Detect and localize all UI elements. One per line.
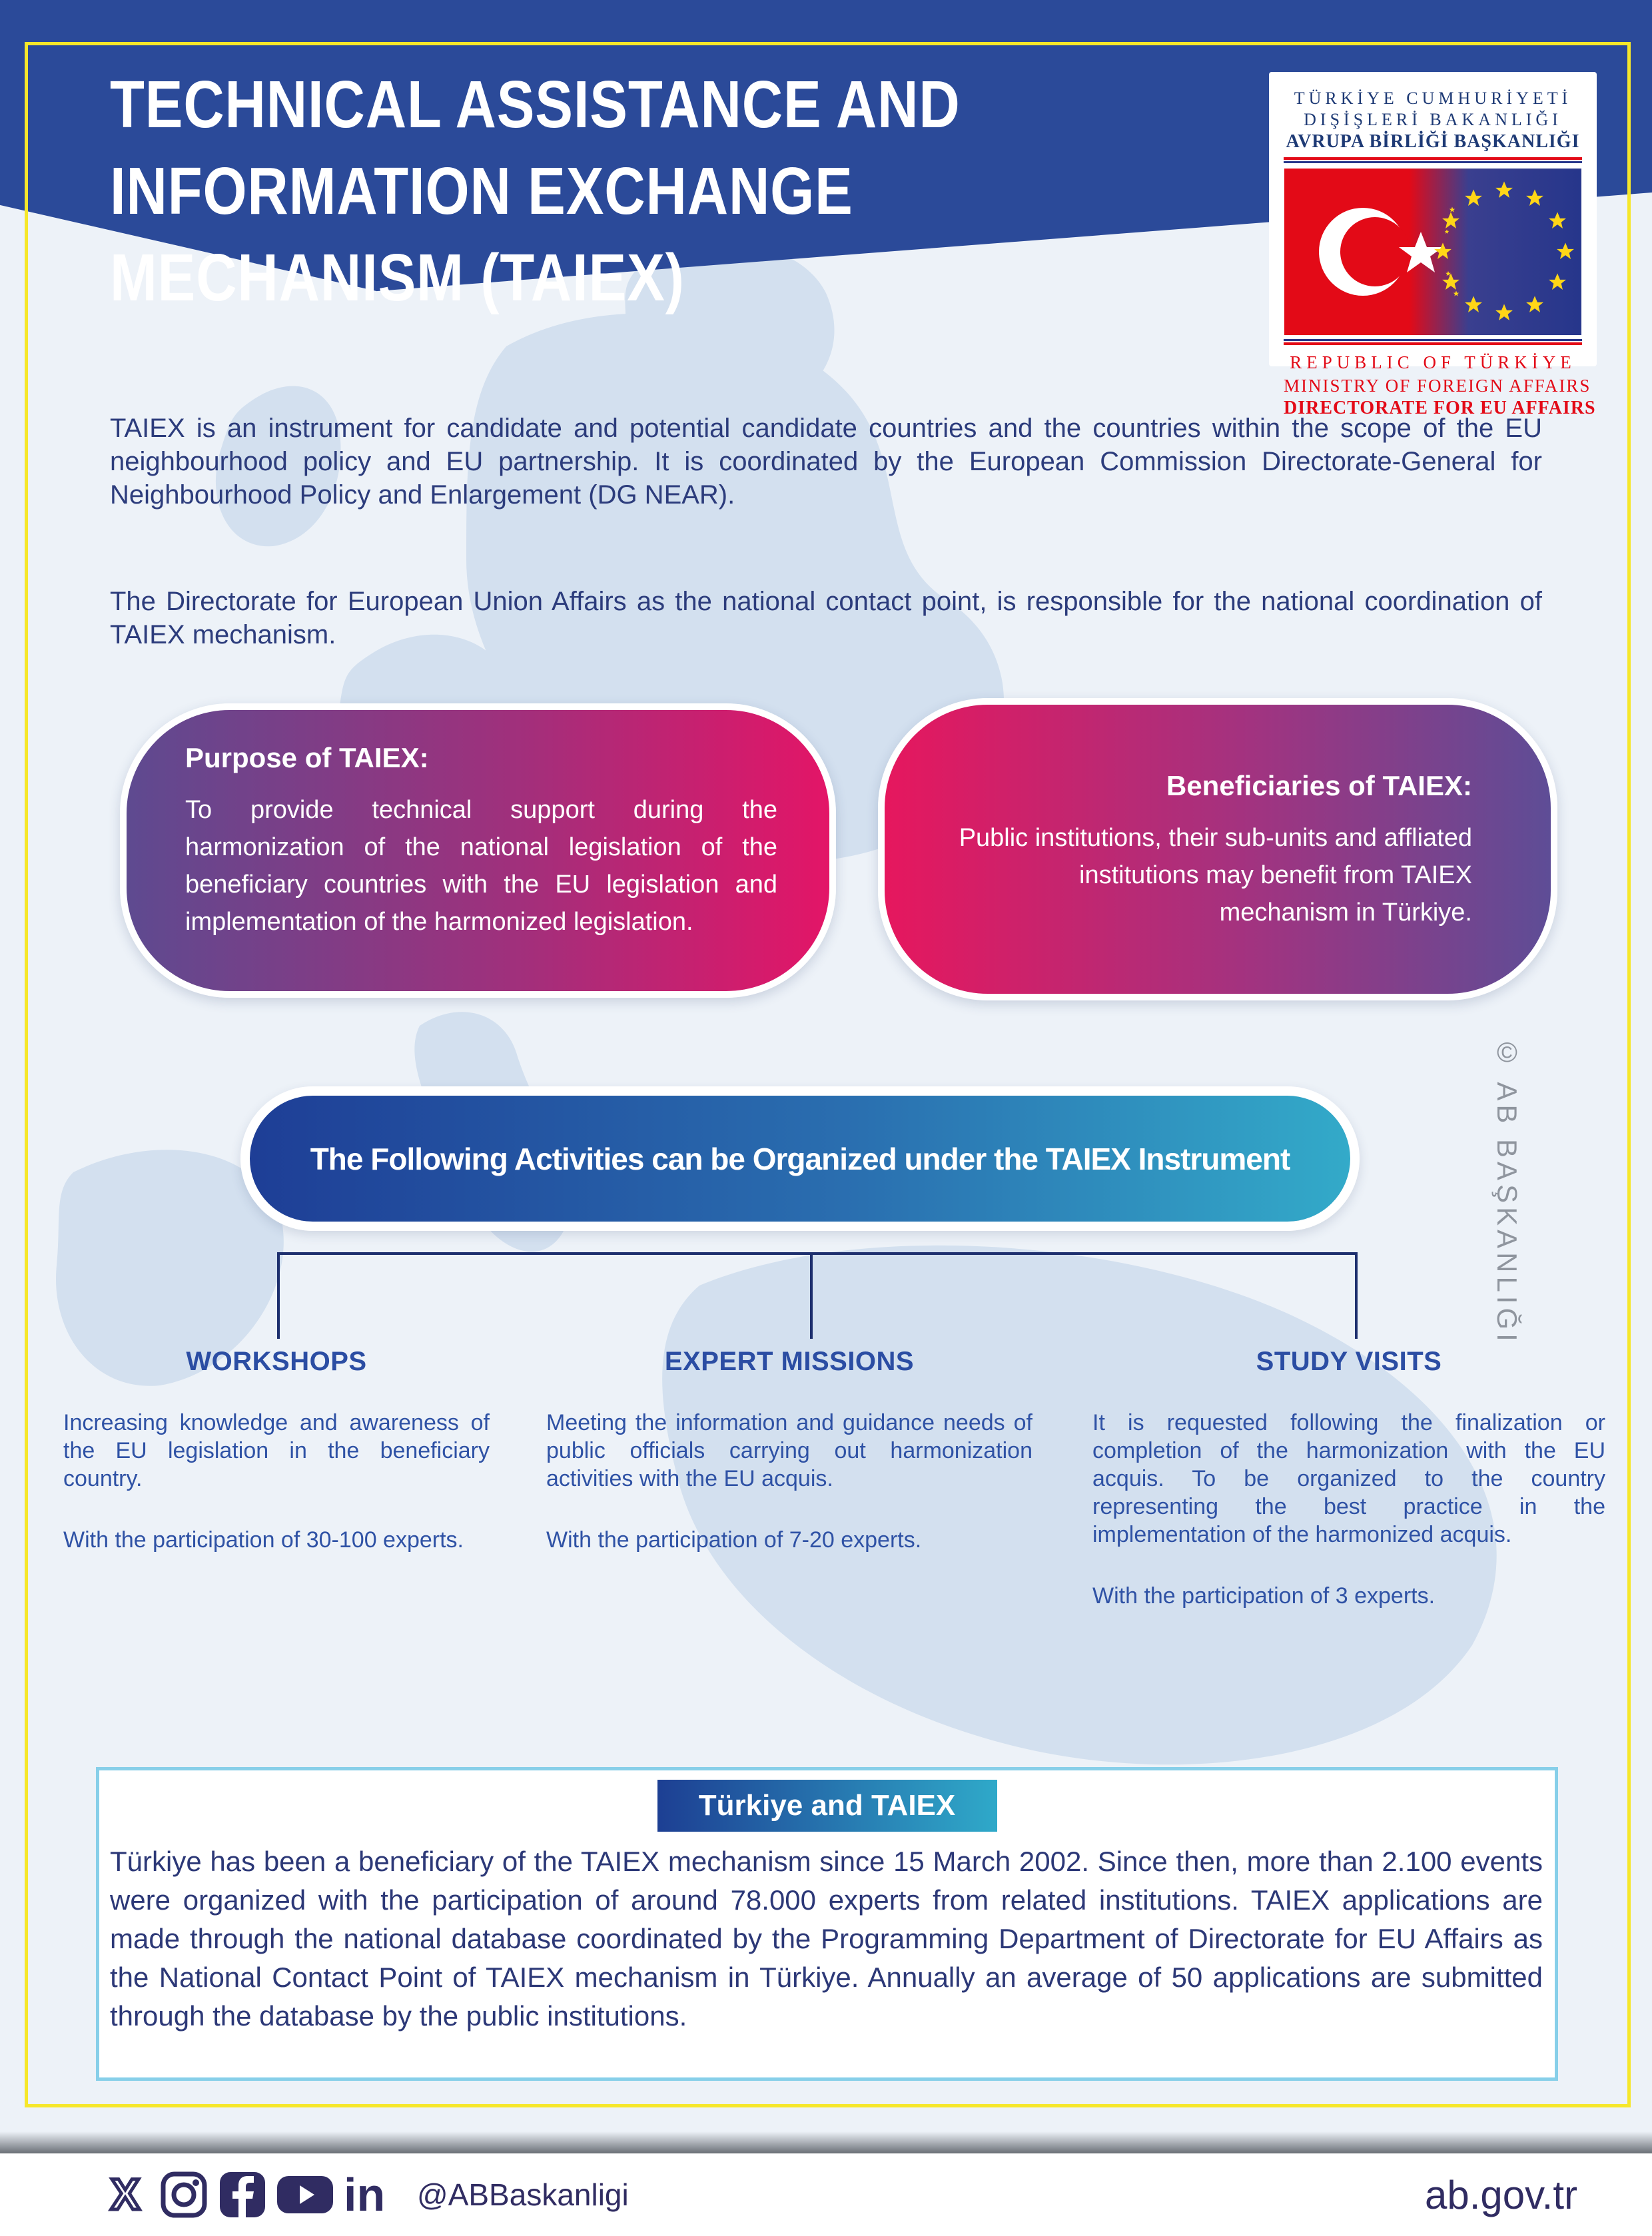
logo-org-line2: DIŞİŞLERİ BAKANLIĞI (1304, 110, 1562, 129)
beneficiaries-title: Beneficiaries of TAIEX: (1166, 770, 1472, 801)
logo-red-rule-bottom (1284, 342, 1582, 345)
turkiye-eu-flag (1284, 169, 1581, 335)
column-workshops-header: WORKSHOPS (186, 1347, 367, 1376)
turkiye-taiex-title-chip (657, 1780, 997, 1832)
logo-red-rule-top (1284, 157, 1582, 160)
column-workshops (63, 1347, 490, 1554)
beneficiaries-box (878, 698, 1557, 1000)
turkiye-taiex-body: Türkiye has been a beneficiary of the TAIEX mechanism since 15 March 2002. Since then, more than 2.100 events were organized with the participation of around 78.000 experts from related institutions. TAIEX applications are made through the national database coordinated by the Programming Department of Directorate for EU Affairs as the National Contact Point of TAIEX mechanism in Türkiye. Annually an average of 50 applications are submitted through the database by the public institutions. (110, 1846, 1543, 2032)
column-study-visits-header: STUDY VISITS (1256, 1347, 1442, 1376)
column-expert-missions (546, 1347, 1032, 1554)
linkedin-icon[interactable] (342, 2169, 400, 2220)
purpose-box (120, 703, 836, 998)
page-title-line2: INFORMATION EXCHANGE (110, 154, 853, 228)
column-study-visits-body: It is requested following the finalization or completion of the harmonization with the EU acquis. To be organized to the country representing the best practice in the implementation of the harmonized acquis. (1092, 1410, 1605, 1547)
page-title-line3: MECHANISM (TAIEX) (110, 240, 685, 315)
page-title-line1: TECHNICAL ASSISTANCE AND (110, 67, 961, 142)
column-expert-missions-body: Meeting the information and guidance needs of public officials carrying out harmonization activities with the EU acquis. (546, 1410, 1032, 1491)
column-expert-missions-header: EXPERT MISSIONS (664, 1347, 915, 1376)
purpose-title: Purpose of TAIEX: (185, 742, 429, 773)
logo-org-line6: DIRECTORATE FOR EU AFFAIRS (1284, 398, 1596, 418)
connector-vertical-line-left (277, 1252, 280, 1339)
column-workshops-body: Increasing knowledge and awareness of the EU legislation in the beneficiary country. (63, 1410, 490, 1491)
logo-org-line1: TÜRKİYE CUMHURİYETİ (1294, 89, 1572, 108)
turkiye-taiex-box (96, 1767, 1558, 2081)
column-workshops-note: With the participation of 30-100 experts. (63, 1527, 464, 1553)
logo-blue-rule-bottom (1284, 339, 1582, 341)
activities-banner-label: The Following Activities can be Organized under the TAIEX Instrument (310, 1141, 1290, 1176)
connector-horizontal-line (277, 1252, 1358, 1255)
intro-paragraph-2: The Directorate for European Union Affairs as the national contact point, is responsible for the national coordination of TAIEX mechanism. (110, 587, 1542, 649)
intro-paragraph-1: TAIEX is an instrument for candidate and potential candidate countries and the countries within the scope of the EU neighbourhood policy and EU partnership. It is coordinated by the European Commission Directorate-General for Neighbourhood Policy and Enlargement (DG NEAR). (110, 414, 1542, 510)
logo-org-line5: MINISTRY OF FOREIGN AFFAIRS (1284, 376, 1591, 396)
logo-blue-rule-top (1284, 161, 1582, 163)
turkiye-taiex-title: Türkiye and TAIEX (698, 1789, 956, 1822)
column-study-visits-note: With the participation of 3 experts. (1092, 1583, 1436, 1609)
facebook-icon[interactable] (217, 2169, 268, 2220)
purpose-body: To provide technical support during the harmonization of the national legislation of the beneficiary countries with the EU legislation and implementation of the harmonized legislation. (185, 796, 777, 936)
ministry-logo-card (1269, 72, 1597, 418)
connector-vertical-line-middle (810, 1252, 813, 1339)
page-title (110, 61, 961, 321)
logo-org-line3: AVRUPA BİRLİĞİ BAŞKANLIĞI (1286, 131, 1580, 152)
svg-text:in: in (344, 2169, 386, 2220)
social-handle[interactable]: @ABBaskanligi (417, 2177, 629, 2212)
youtube-icon[interactable] (276, 2169, 334, 2220)
beneficiaries-body: Public institutions, their sub-units and affliated institutions may benefit from TAIEX mechanism in Türkiye. (959, 824, 1472, 927)
column-study-visits (1092, 1347, 1605, 1610)
website-link[interactable]: ab.gov.tr (1424, 2172, 1577, 2217)
x-icon[interactable] (100, 2169, 151, 2220)
activities-banner (240, 1086, 1360, 1231)
svg-text:X: X (110, 2169, 141, 2219)
connector-vertical-line-right (1355, 1252, 1358, 1339)
column-expert-missions-note: With the participation of 7-20 experts. (546, 1527, 922, 1553)
footer-shadow (0, 2131, 1652, 2153)
copyright-vertical-text: © AB BAŞKANLIĞI (1491, 1036, 1523, 1345)
logo-org-line4: REPUBLIC OF TÜRKİYE (1290, 352, 1576, 372)
social-icons-row (100, 2169, 629, 2220)
instagram-icon[interactable] (159, 2169, 209, 2220)
footer (0, 2153, 1652, 2236)
